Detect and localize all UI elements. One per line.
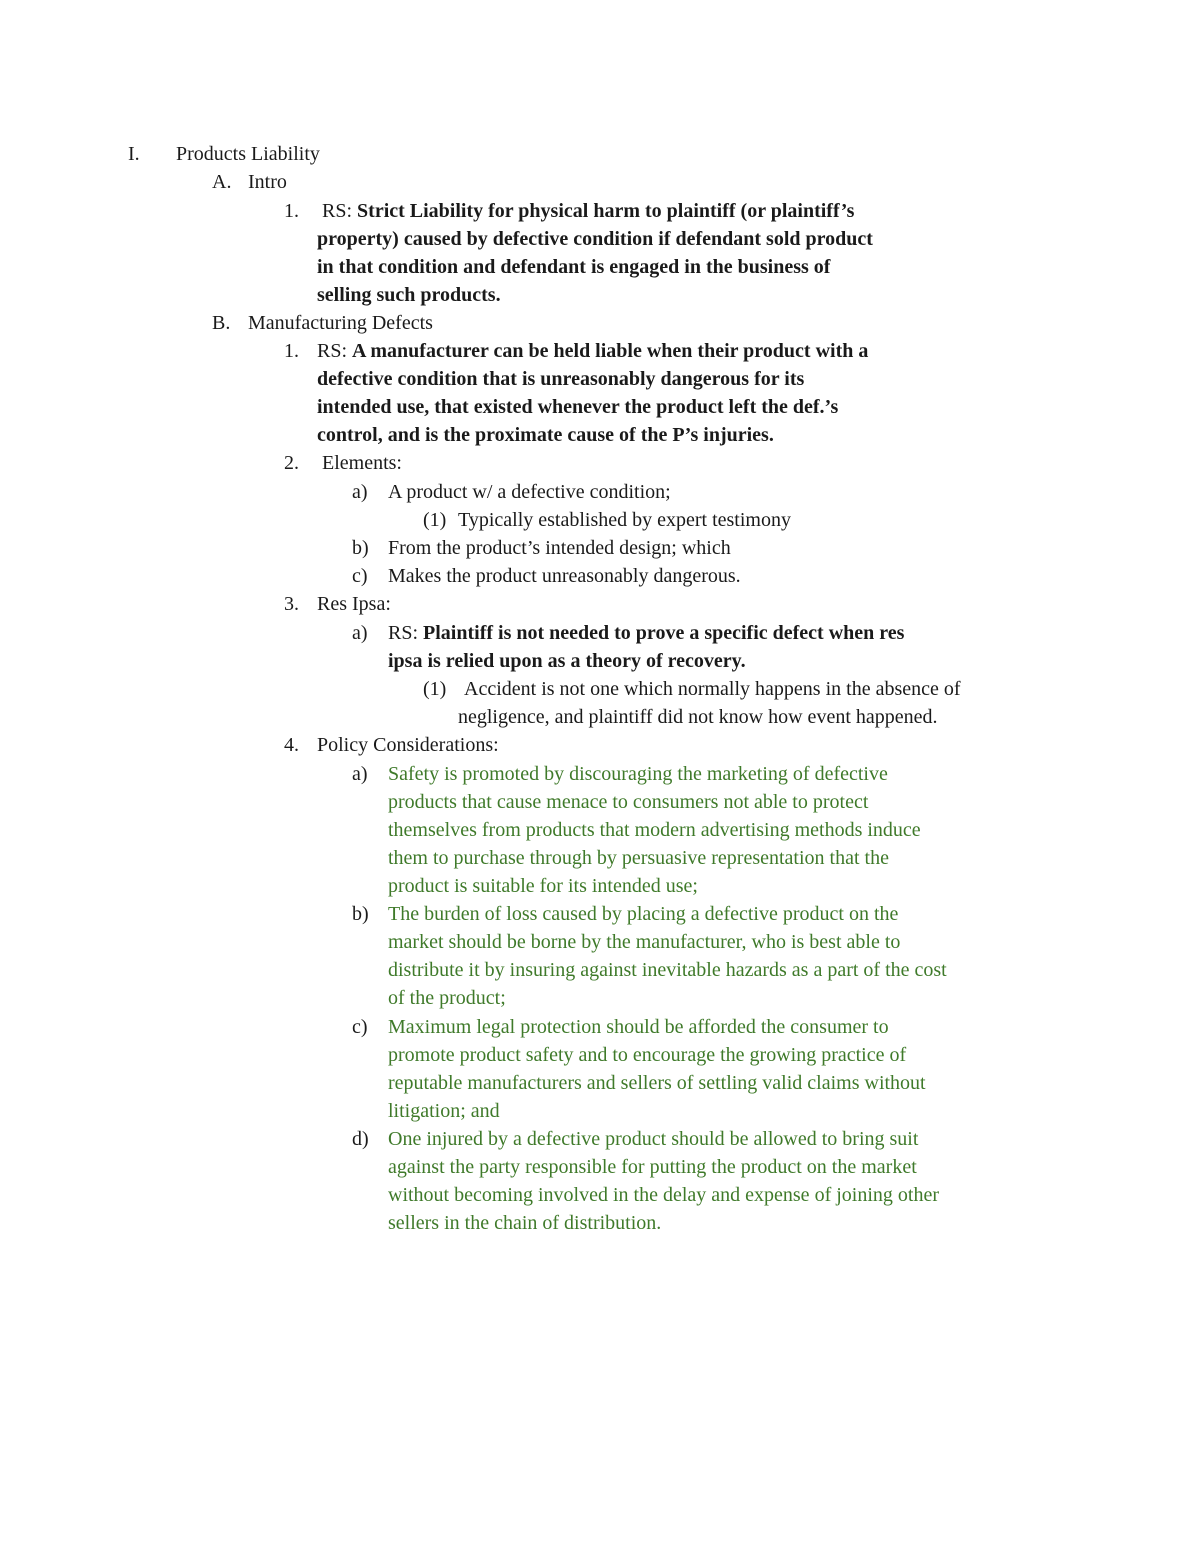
rule-statement-line: control, and is the proximate cause of the P’s injuries.	[317, 424, 774, 446]
outline-marker: (1)	[423, 509, 447, 531]
element-item: From the product’s intended design; which	[388, 537, 731, 559]
rule-statement-line: in that condition and defendant is engaged in the business of	[317, 256, 831, 278]
rule-statement-text: Plaintiff is not needed to prove a specific defect when res	[423, 622, 905, 644]
subsection-heading: Intro	[248, 171, 287, 193]
policy-line: them to purchase through by persuasive representation that the	[388, 847, 889, 869]
subsection-heading: Manufacturing Defects	[248, 312, 433, 334]
policy-line: The burden of loss caused by placing a defective product on the	[388, 903, 899, 925]
section-heading: Products Liability	[176, 143, 320, 165]
policy-line: promote product safety and to encourage the growing practice of	[388, 1044, 907, 1066]
outline-marker: 4.	[284, 734, 299, 756]
policy-line: litigation; and	[388, 1100, 500, 1122]
outline-marker: c)	[352, 1016, 368, 1038]
policy-line: One injured by a defective product should be allowed to bring suit	[388, 1128, 919, 1150]
rule-statement-line	[322, 197, 854, 225]
outline-marker: (1)	[423, 678, 447, 700]
policy-line: reputable manufacturers and sellers of settling valid claims without	[388, 1072, 926, 1094]
element-item: A product w/ a defective condition;	[388, 481, 671, 503]
rs-prefix: RS:	[388, 622, 424, 644]
outline-marker: B.	[212, 312, 231, 334]
rule-statement-line: property) caused by defective condition if defendant sold product	[317, 228, 873, 250]
item-heading: Policy Considerations:	[317, 734, 499, 756]
outline-marker: 2.	[284, 452, 299, 474]
res-ipsa-condition-line: negligence, and plaintiff did not know how event happened.	[458, 706, 938, 728]
outline-marker: d)	[352, 1128, 369, 1150]
outline-marker: c)	[352, 565, 368, 587]
policy-line: products that cause menace to consumers not able to protect	[388, 791, 869, 813]
outline-marker: b)	[352, 903, 369, 925]
rs-prefix: RS:	[322, 200, 358, 222]
rule-statement-line: defective condition that is unreasonably dangerous for its	[317, 368, 805, 390]
item-heading: Elements:	[322, 452, 402, 474]
rule-statement-line	[317, 337, 868, 365]
item-heading: Res Ipsa:	[317, 593, 391, 615]
policy-line: Maximum legal protection should be afforded the consumer to	[388, 1016, 889, 1038]
policy-line: against the party responsible for putting the product on the market	[388, 1156, 917, 1178]
outline-marker: A.	[212, 171, 232, 193]
outline-marker: 1.	[284, 340, 299, 362]
rule-statement-line	[388, 619, 904, 647]
outline-marker: a)	[352, 763, 368, 785]
rule-statement-text: A manufacturer can be held liable when their product with a	[352, 340, 869, 362]
outline-marker: I.	[128, 143, 140, 165]
rule-statement-line: ipsa is relied upon as a theory of recovery.	[388, 650, 746, 672]
policy-line: themselves from products that modern advertising methods induce	[388, 819, 921, 841]
res-ipsa-condition-line: Accident is not one which normally happens in the absence of	[464, 678, 961, 700]
element-item: Makes the product unreasonably dangerous.	[388, 565, 741, 587]
element-subitem: Typically established by expert testimony	[458, 509, 791, 531]
policy-line: without becoming involved in the delay and expense of joining other	[388, 1184, 939, 1206]
policy-line: Safety is promoted by discouraging the marketing of defective	[388, 763, 888, 785]
rule-statement-line: selling such products.	[317, 284, 501, 306]
outline-marker: a)	[352, 622, 368, 644]
policy-line: of the product;	[388, 987, 506, 1009]
outline-marker: 1.	[284, 200, 299, 222]
policy-line: product is suitable for its intended use;	[388, 875, 698, 897]
policy-line: sellers in the chain of distribution.	[388, 1212, 662, 1234]
rule-statement-text: Strict Liability for physical harm to plaintiff (or plaintiff’s	[357, 200, 855, 222]
policy-line: distribute it by insuring against inevitable hazards as a part of the cost	[388, 959, 947, 981]
outline-marker: a)	[352, 481, 368, 503]
policy-line: market should be borne by the manufacturer, who is best able to	[388, 931, 901, 953]
rule-statement-line: intended use, that existed whenever the product left the def.’s	[317, 396, 839, 418]
outline-marker: b)	[352, 537, 369, 559]
rs-prefix: RS:	[317, 340, 353, 362]
outline-marker: 3.	[284, 593, 299, 615]
